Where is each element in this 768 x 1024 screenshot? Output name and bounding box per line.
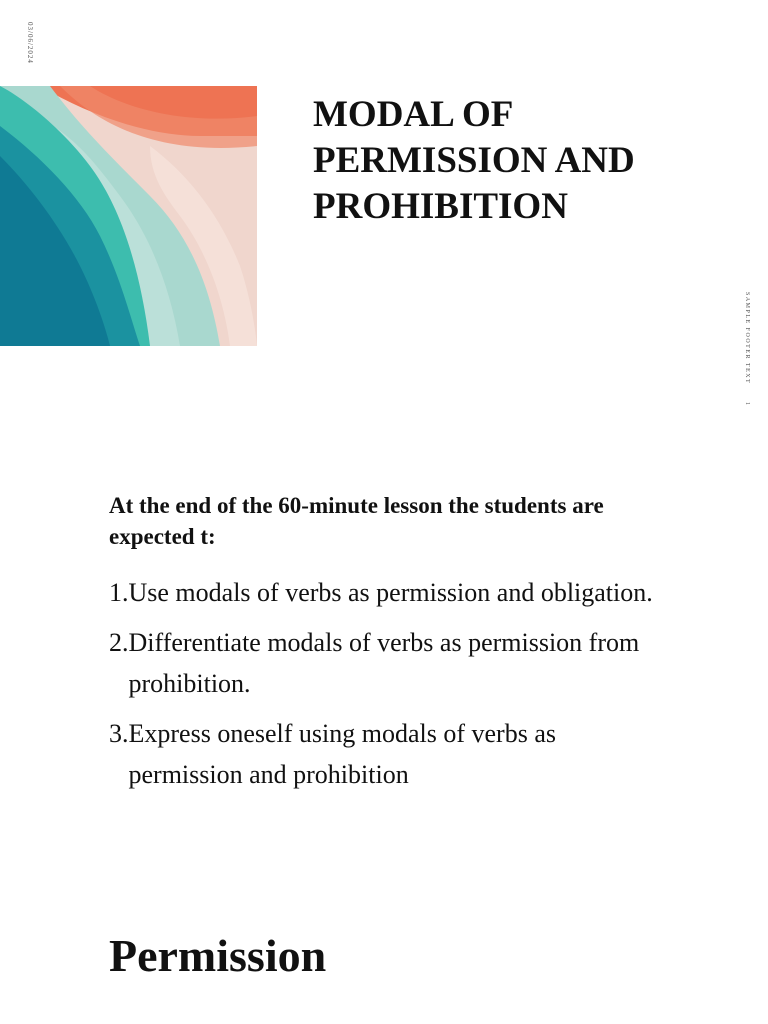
- list-item: [109, 622, 669, 704]
- list-item: [109, 713, 669, 795]
- objectives-heading: At the end of the 60-minute lesson the students are expected t:: [109, 493, 604, 549]
- list-item-number: 2.: [109, 628, 129, 657]
- list-item: [109, 572, 669, 613]
- date-label: 03/06/2024: [26, 22, 34, 64]
- abstract-wave-graphic: [0, 86, 257, 346]
- slide-title-line1: MODAL OF: [313, 94, 514, 135]
- list-item-text: Differentiate modals of verbs as permission from prohibition.: [128, 628, 640, 698]
- page-number: 1: [744, 402, 750, 405]
- objectives-list: [109, 572, 669, 804]
- footer-text: SAMPLE FOOTER TEXT: [744, 292, 750, 385]
- list-item-text: Express oneself using modals of verbs as permission and prohibition: [128, 719, 556, 789]
- slide-title-line3: PROHIBITION: [313, 186, 568, 227]
- slide-title: [313, 92, 693, 230]
- list-item-text: Use modals of verbs as permission and obligation.: [128, 578, 653, 607]
- list-item-number: 1.: [109, 578, 129, 607]
- section-heading: Permission: [109, 930, 327, 981]
- slide-title-line2: PERMISSION AND: [313, 140, 635, 181]
- abstract-wave-art: [0, 86, 257, 346]
- list-item-number: 3.: [109, 719, 129, 748]
